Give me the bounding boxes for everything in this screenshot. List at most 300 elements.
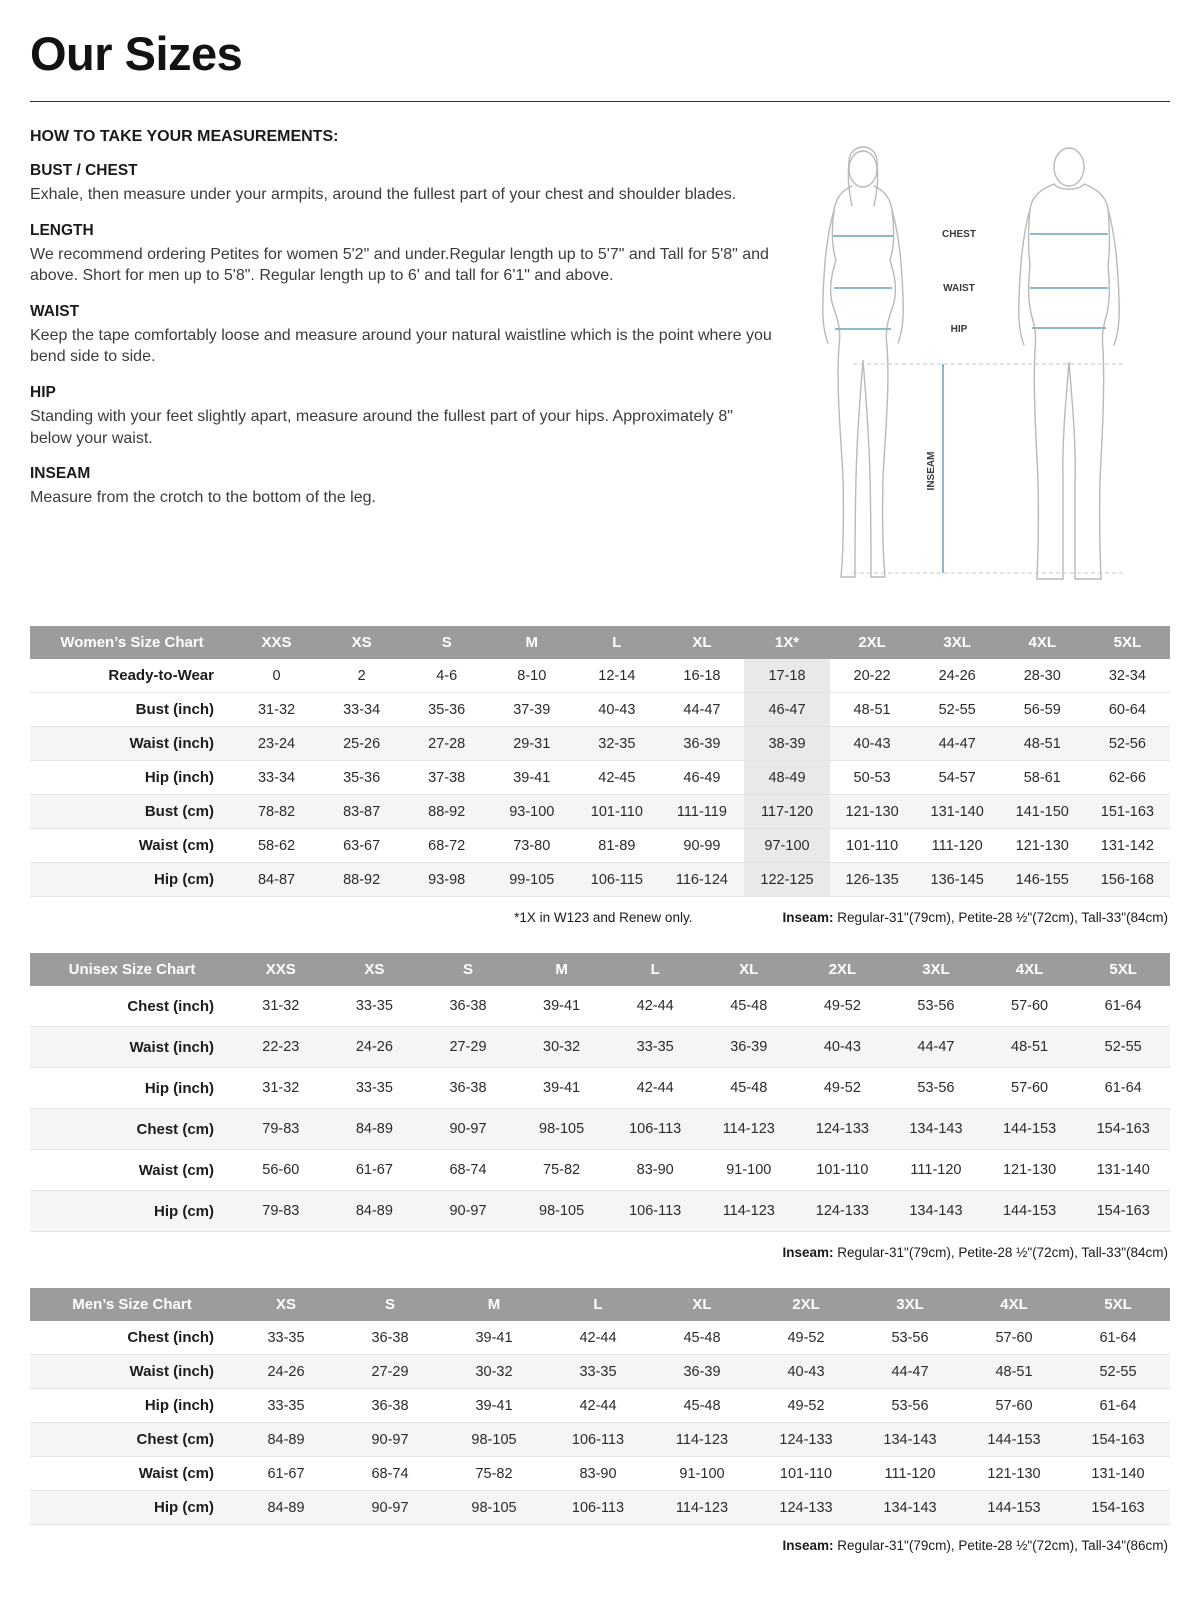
size-cell: 48-49	[744, 761, 829, 795]
size-cell: 54-57	[915, 761, 1000, 795]
size-cell: 62-66	[1085, 761, 1170, 795]
size-cell: 33-34	[319, 693, 404, 727]
footnote-inseam	[782, 910, 1168, 925]
size-cell: 154-163	[1066, 1491, 1170, 1525]
size-cell: 98-105	[442, 1423, 546, 1457]
size-cell: 27-29	[338, 1355, 442, 1389]
column-header: S	[421, 953, 515, 986]
size-cell: 106-115	[574, 863, 659, 897]
top-section	[30, 128, 1170, 596]
size-cell: 124-133	[796, 1191, 890, 1232]
size-cell: 106-113	[546, 1491, 650, 1525]
size-cell: 98-105	[515, 1191, 609, 1232]
column-header: M	[489, 626, 574, 659]
size-cell: 122-125	[744, 863, 829, 897]
size-cell: 144-153	[962, 1423, 1066, 1457]
size-cell: 141-150	[1000, 795, 1085, 829]
size-cell: 12-14	[574, 659, 659, 693]
size-tables	[30, 626, 1170, 1553]
size-cell: 39-41	[442, 1389, 546, 1423]
column-header: XXS	[234, 953, 328, 986]
size-cell: 124-133	[796, 1109, 890, 1150]
section-body: Standing with your feet slightly apart, measure around the fullest part of your hips. Approximately 8" below your waist.	[30, 407, 733, 447]
row-label: Waist (inch)	[30, 727, 234, 761]
inseam-note-text: Regular-31"(79cm), Petite-28 ½"(72cm), Tall-33"(84cm)	[837, 910, 1168, 925]
size-cell: 131-140	[1066, 1457, 1170, 1491]
size-cell: 116-124	[659, 863, 744, 897]
size-cell: 49-52	[796, 1068, 890, 1109]
size-cell: 39-41	[515, 986, 609, 1027]
mens-size-chart	[30, 1288, 1170, 1525]
table-title: Women’s Size Chart	[30, 626, 234, 659]
size-cell: 61-64	[1066, 1389, 1170, 1423]
column-header: 5XL	[1085, 626, 1170, 659]
row-label: Waist (cm)	[30, 1150, 234, 1191]
section-inseam	[30, 465, 775, 509]
section-title: INSEAM	[30, 465, 91, 483]
section-waist	[30, 303, 775, 368]
size-cell: 93-98	[404, 863, 489, 897]
size-cell: 22-23	[234, 1027, 328, 1068]
row-label: Hip (inch)	[30, 1389, 234, 1423]
table-row	[30, 659, 1170, 693]
row-label: Chest (inch)	[30, 1321, 234, 1355]
chest-label: CHEST	[942, 229, 976, 240]
size-cell: 39-41	[489, 761, 574, 795]
size-cell: 42-44	[608, 986, 702, 1027]
column-header: XL	[650, 1288, 754, 1321]
size-cell: 61-67	[234, 1457, 338, 1491]
header-row	[30, 953, 1170, 986]
column-header: 4XL	[962, 1288, 1066, 1321]
size-cell: 42-44	[546, 1389, 650, 1423]
body-measurement-illustration	[791, 136, 1151, 591]
size-cell: 88-92	[404, 795, 489, 829]
table-row	[30, 795, 1170, 829]
size-cell: 124-133	[754, 1423, 858, 1457]
column-header: M	[515, 953, 609, 986]
size-cell: 33-35	[328, 986, 422, 1027]
size-cell: 61-67	[328, 1150, 422, 1191]
size-cell: 81-89	[574, 829, 659, 863]
size-cell: 31-32	[234, 986, 328, 1027]
size-cell: 56-59	[1000, 693, 1085, 727]
size-cell: 27-29	[421, 1027, 515, 1068]
size-cell: 36-38	[421, 1068, 515, 1109]
size-cell: 33-35	[234, 1389, 338, 1423]
size-cell: 114-123	[650, 1491, 754, 1525]
size-cell: 84-89	[234, 1491, 338, 1525]
table-row	[30, 863, 1170, 897]
size-cell: 111-119	[659, 795, 744, 829]
size-cell: 49-52	[796, 986, 890, 1027]
size-cell: 44-47	[858, 1355, 962, 1389]
size-cell: 90-99	[659, 829, 744, 863]
section-title: WAIST	[30, 302, 80, 320]
size-cell: 30-32	[515, 1027, 609, 1068]
waist-label: WAIST	[943, 283, 975, 294]
size-cell: 124-133	[754, 1491, 858, 1525]
inseam-label: INSEAM	[926, 451, 937, 491]
size-cell: 45-48	[702, 986, 796, 1027]
size-cell: 154-163	[1076, 1191, 1170, 1232]
table-row	[30, 829, 1170, 863]
row-label: Chest (inch)	[30, 986, 234, 1027]
size-cell: 48-51	[962, 1355, 1066, 1389]
size-cell: 52-55	[1076, 1027, 1170, 1068]
column-header: 2XL	[830, 626, 915, 659]
size-cell: 68-72	[404, 829, 489, 863]
size-cell: 33-34	[234, 761, 319, 795]
size-cell: 63-67	[319, 829, 404, 863]
size-cell: 134-143	[889, 1191, 983, 1232]
row-label: Waist (cm)	[30, 1457, 234, 1491]
size-cell: 58-62	[234, 829, 319, 863]
section-body: Keep the tape comfortably loose and measure around your natural waistline which is the point where you bend side to side.	[30, 326, 772, 366]
size-cell: 53-56	[858, 1321, 962, 1355]
size-cell: 88-92	[319, 863, 404, 897]
column-header: M	[442, 1288, 546, 1321]
size-cell: 52-55	[1066, 1355, 1170, 1389]
section-title: BUST / CHEST	[30, 162, 138, 179]
size-cell: 42-44	[608, 1068, 702, 1109]
size-cell: 91-100	[702, 1150, 796, 1191]
size-cell: 93-100	[489, 795, 574, 829]
size-cell: 79-83	[234, 1191, 328, 1232]
inseam-note-text: Regular-31"(79cm), Petite-28 ½"(72cm), Tall-33"(84cm)	[837, 1245, 1168, 1260]
table-row	[30, 1109, 1170, 1150]
size-cell: 49-52	[754, 1321, 858, 1355]
section-hip	[30, 384, 775, 449]
size-cell: 106-113	[608, 1191, 702, 1232]
mens-footnotes	[30, 1538, 1168, 1553]
row-label: Hip (inch)	[30, 1068, 234, 1109]
row-label: Chest (cm)	[30, 1109, 234, 1150]
size-cell: 73-80	[489, 829, 574, 863]
column-header: 3XL	[915, 626, 1000, 659]
size-cell: 4-6	[404, 659, 489, 693]
row-label: Hip (cm)	[30, 863, 234, 897]
size-cell: 57-60	[983, 986, 1077, 1027]
size-cell: 106-113	[608, 1109, 702, 1150]
size-cell: 24-26	[234, 1355, 338, 1389]
size-cell: 154-163	[1066, 1423, 1170, 1457]
row-label: Waist (inch)	[30, 1355, 234, 1389]
title-divider	[30, 101, 1170, 102]
size-cell: 84-87	[234, 863, 319, 897]
table-row	[30, 727, 1170, 761]
size-cell: 57-60	[983, 1068, 1077, 1109]
header-row	[30, 626, 1170, 659]
size-cell: 39-41	[515, 1068, 609, 1109]
section-body: Exhale, then measure under your armpits, around the fullest part of your chest and shoulder blades.	[30, 186, 737, 203]
column-header: S	[338, 1288, 442, 1321]
size-cell: 101-110	[574, 795, 659, 829]
size-cell: 91-100	[650, 1457, 754, 1491]
size-cell: 114-123	[702, 1109, 796, 1150]
size-cell: 79-83	[234, 1109, 328, 1150]
size-cell: 78-82	[234, 795, 319, 829]
column-header: 2XL	[796, 953, 890, 986]
row-label: Bust (inch)	[30, 693, 234, 727]
size-cell: 84-89	[234, 1423, 338, 1457]
row-label: Hip (inch)	[30, 761, 234, 795]
size-cell: 45-48	[650, 1389, 754, 1423]
size-cell: 151-163	[1085, 795, 1170, 829]
size-cell: 57-60	[962, 1321, 1066, 1355]
size-cell: 101-110	[754, 1457, 858, 1491]
size-cell: 146-155	[1000, 863, 1085, 897]
size-cell: 68-74	[421, 1150, 515, 1191]
size-cell: 38-39	[744, 727, 829, 761]
size-cell: 61-64	[1066, 1321, 1170, 1355]
hip-label: HIP	[950, 324, 968, 335]
size-cell: 121-130	[983, 1150, 1077, 1191]
table-row	[30, 1321, 1170, 1355]
column-header: 5XL	[1066, 1288, 1170, 1321]
table-row	[30, 1457, 1170, 1491]
womens-size-chart	[30, 626, 1170, 897]
size-cell: 32-34	[1085, 659, 1170, 693]
column-header: 3XL	[858, 1288, 962, 1321]
size-cell: 144-153	[983, 1109, 1077, 1150]
size-cell: 35-36	[404, 693, 489, 727]
unisex-size-chart	[30, 953, 1170, 1232]
column-header: 4XL	[983, 953, 1077, 986]
inseam-note-label: Inseam:	[782, 910, 834, 925]
section-title: HIP	[30, 383, 56, 401]
column-header: XS	[328, 953, 422, 986]
header-row	[30, 1288, 1170, 1321]
size-cell: 98-105	[442, 1491, 546, 1525]
size-cell: 84-89	[328, 1109, 422, 1150]
size-cell: 154-163	[1076, 1109, 1170, 1150]
inseam-note-label: Inseam:	[782, 1538, 834, 1553]
size-cell: 83-90	[546, 1457, 650, 1491]
instructions-heading: HOW TO TAKE YOUR MEASUREMENTS:	[30, 128, 339, 145]
column-header: L	[608, 953, 702, 986]
size-cell: 8-10	[489, 659, 574, 693]
measurement-diagram	[791, 128, 1159, 596]
measurement-instructions	[30, 128, 775, 596]
size-cell: 60-64	[1085, 693, 1170, 727]
size-cell: 134-143	[858, 1491, 962, 1525]
column-header: 2XL	[754, 1288, 858, 1321]
size-cell: 144-153	[983, 1191, 1077, 1232]
size-cell: 57-60	[962, 1389, 1066, 1423]
size-cell: 33-35	[328, 1068, 422, 1109]
table-row	[30, 1068, 1170, 1109]
size-cell: 49-52	[754, 1389, 858, 1423]
table-row	[30, 1491, 1170, 1525]
size-cell: 114-123	[650, 1423, 754, 1457]
size-cell: 75-82	[515, 1150, 609, 1191]
size-cell: 106-113	[546, 1423, 650, 1457]
size-cell: 111-120	[858, 1457, 962, 1491]
size-cell: 99-105	[489, 863, 574, 897]
size-cell: 134-143	[858, 1423, 962, 1457]
column-header: XS	[234, 1288, 338, 1321]
size-cell: 90-97	[421, 1109, 515, 1150]
column-header: 4XL	[1000, 626, 1085, 659]
row-label: Hip (cm)	[30, 1491, 234, 1525]
size-cell: 48-51	[983, 1027, 1077, 1068]
size-cell: 134-143	[889, 1109, 983, 1150]
size-cell: 83-87	[319, 795, 404, 829]
size-cell: 131-140	[915, 795, 1000, 829]
row-label: Waist (cm)	[30, 829, 234, 863]
table-row	[30, 1389, 1170, 1423]
size-cell: 24-26	[915, 659, 1000, 693]
footnote-inseam	[782, 1245, 1168, 1260]
size-cell: 56-60	[234, 1150, 328, 1191]
size-cell: 36-39	[659, 727, 744, 761]
column-header: S	[404, 626, 489, 659]
size-cell: 53-56	[858, 1389, 962, 1423]
size-cell: 28-30	[1000, 659, 1085, 693]
column-header: 3XL	[889, 953, 983, 986]
size-cell: 144-153	[962, 1491, 1066, 1525]
footnote-1x: *1X in W123 and Renew only.	[514, 910, 693, 925]
size-cell: 50-53	[830, 761, 915, 795]
size-cell: 101-110	[830, 829, 915, 863]
section-body: We recommend ordering Petites for women 5'2" and under.Regular length up to 5'7" and Tall for 5'8" and above. Short for men up to 5'8". Regular length up to 6' and tall for 6'1" and above.	[30, 245, 769, 285]
size-cell: 101-110	[796, 1150, 890, 1191]
size-cell: 0	[234, 659, 319, 693]
size-cell: 31-32	[234, 693, 319, 727]
size-cell: 39-41	[442, 1321, 546, 1355]
size-cell: 36-39	[650, 1355, 754, 1389]
size-cell: 53-56	[889, 986, 983, 1027]
size-cell: 35-36	[319, 761, 404, 795]
section-title: LENGTH	[30, 221, 94, 239]
size-cell: 53-56	[889, 1068, 983, 1109]
table-row	[30, 986, 1170, 1027]
womens-footnotes	[30, 910, 1168, 925]
size-cell: 37-39	[489, 693, 574, 727]
size-cell: 48-51	[830, 693, 915, 727]
section-bust-chest	[30, 162, 775, 206]
size-cell: 121-130	[962, 1457, 1066, 1491]
size-cell: 25-26	[319, 727, 404, 761]
size-cell: 131-142	[1085, 829, 1170, 863]
size-cell: 90-97	[338, 1423, 442, 1457]
size-cell: 156-168	[1085, 863, 1170, 897]
column-header: 5XL	[1076, 953, 1170, 986]
column-header: L	[574, 626, 659, 659]
size-cell: 131-140	[1076, 1150, 1170, 1191]
size-cell: 33-35	[608, 1027, 702, 1068]
table-row	[30, 1150, 1170, 1191]
size-cell: 2	[319, 659, 404, 693]
footnote-inseam	[782, 1538, 1168, 1553]
unisex-footnotes	[30, 1245, 1168, 1260]
size-cell: 44-47	[889, 1027, 983, 1068]
table-title: Unisex Size Chart	[30, 953, 234, 986]
size-cell: 24-26	[328, 1027, 422, 1068]
size-cell: 44-47	[915, 727, 1000, 761]
size-cell: 48-51	[1000, 727, 1085, 761]
column-header: XS	[319, 626, 404, 659]
row-label: Chest (cm)	[30, 1423, 234, 1457]
size-cell: 46-47	[744, 693, 829, 727]
size-cell: 29-31	[489, 727, 574, 761]
size-cell: 83-90	[608, 1150, 702, 1191]
size-cell: 36-38	[421, 986, 515, 1027]
size-cell: 111-120	[889, 1150, 983, 1191]
column-header: L	[546, 1288, 650, 1321]
size-cell: 30-32	[442, 1355, 546, 1389]
size-cell: 40-43	[574, 693, 659, 727]
size-cell: 121-130	[1000, 829, 1085, 863]
size-cell: 98-105	[515, 1109, 609, 1150]
size-cell: 31-32	[234, 1068, 328, 1109]
size-cell: 37-38	[404, 761, 489, 795]
size-cell: 16-18	[659, 659, 744, 693]
table-row	[30, 693, 1170, 727]
section-body: Measure from the crotch to the bottom of the leg.	[30, 489, 376, 507]
column-header: XXS	[234, 626, 319, 659]
inseam-note-label: Inseam:	[782, 1245, 834, 1260]
size-cell: 46-49	[659, 761, 744, 795]
size-cell: 36-38	[338, 1321, 442, 1355]
size-cell: 90-97	[338, 1491, 442, 1525]
size-cell: 52-55	[915, 693, 1000, 727]
size-cell: 58-61	[1000, 761, 1085, 795]
size-cell: 23-24	[234, 727, 319, 761]
size-cell: 40-43	[796, 1027, 890, 1068]
size-cell: 17-18	[744, 659, 829, 693]
row-label: Waist (inch)	[30, 1027, 234, 1068]
table-row	[30, 1423, 1170, 1457]
table-row	[30, 1191, 1170, 1232]
column-header: XL	[659, 626, 744, 659]
size-cell: 61-64	[1076, 986, 1170, 1027]
row-label: Hip (cm)	[30, 1191, 234, 1232]
size-cell: 136-145	[915, 863, 1000, 897]
size-cell: 40-43	[830, 727, 915, 761]
size-cell: 52-56	[1085, 727, 1170, 761]
size-cell: 20-22	[830, 659, 915, 693]
row-label: Ready-to-Wear	[30, 659, 234, 693]
table-title: Men’s Size Chart	[30, 1288, 234, 1321]
size-cell: 42-44	[546, 1321, 650, 1355]
inseam-note-text: Regular-31"(79cm), Petite-28 ½"(72cm), Tall-34"(86cm)	[837, 1538, 1168, 1553]
column-header: 1X*	[744, 626, 829, 659]
size-cell: 36-38	[338, 1389, 442, 1423]
size-cell: 117-120	[744, 795, 829, 829]
size-cell: 27-28	[404, 727, 489, 761]
size-cell: 84-89	[328, 1191, 422, 1232]
size-cell: 33-35	[546, 1355, 650, 1389]
table-row	[30, 761, 1170, 795]
size-cell: 90-97	[421, 1191, 515, 1232]
size-cell: 114-123	[702, 1191, 796, 1232]
size-cell: 42-45	[574, 761, 659, 795]
size-cell: 75-82	[442, 1457, 546, 1491]
size-cell: 61-64	[1076, 1068, 1170, 1109]
table-row	[30, 1355, 1170, 1389]
section-length	[30, 222, 775, 287]
table-row	[30, 1027, 1170, 1068]
size-cell: 68-74	[338, 1457, 442, 1491]
size-cell: 121-130	[830, 795, 915, 829]
row-label: Bust (cm)	[30, 795, 234, 829]
size-cell: 44-47	[659, 693, 744, 727]
size-cell: 45-48	[650, 1321, 754, 1355]
size-cell: 45-48	[702, 1068, 796, 1109]
page-title: Our Sizes	[30, 27, 243, 80]
